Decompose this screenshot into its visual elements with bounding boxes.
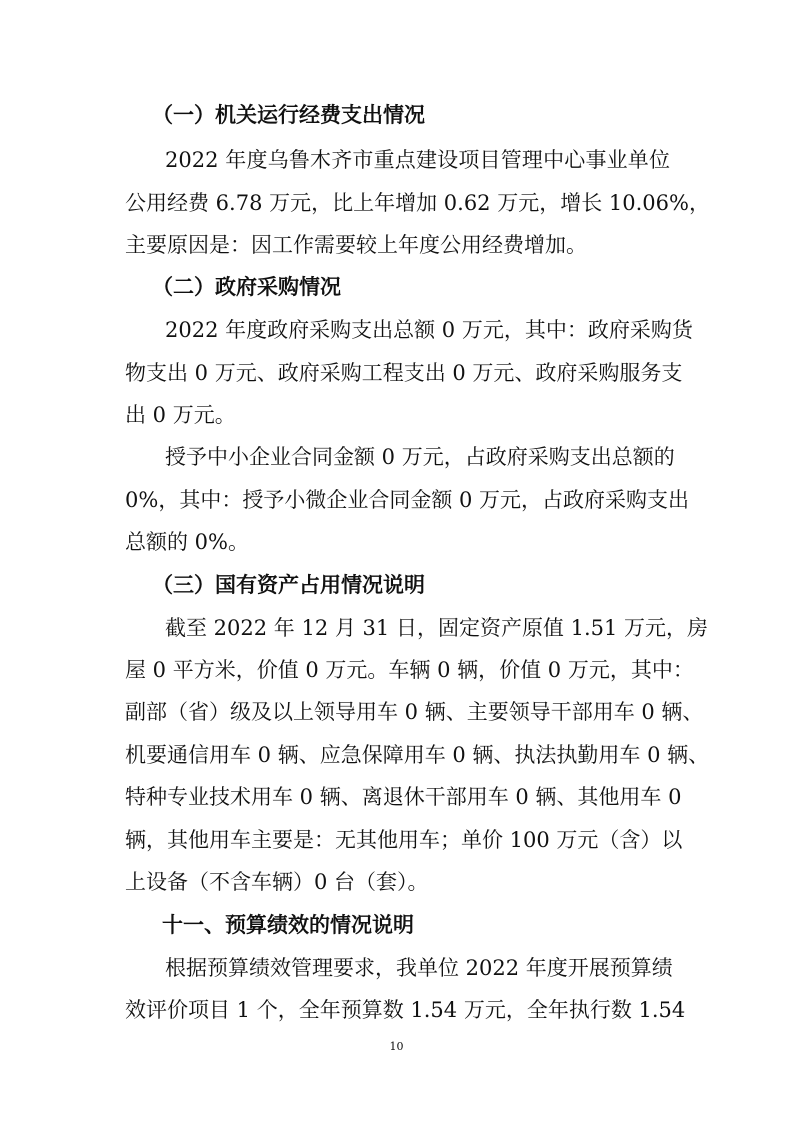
paragraph-line: 上设备（不含车辆）0 台（套）。 — [125, 870, 429, 894]
section-heading-budget-performance: 十一、预算绩效的情况说明 — [162, 913, 414, 937]
paragraph-line: 出 0 万元。 — [125, 403, 236, 427]
section-heading-operating-expenses: （一）机关运行经费支出情况 — [152, 103, 425, 127]
paragraph-line: 根据预算绩效管理要求，我单位 2022 年度开展预算绩 — [165, 956, 673, 980]
paragraph-line: 2022 年度乌鲁木齐市重点建设项目管理中心事业单位 — [165, 148, 670, 172]
paragraph-line: 公用经费 6.78 万元，比上年增加 0.62 万元，增长 10.06%， — [125, 191, 710, 215]
paragraph-line: 物支出 0 万元、政府采购工程支出 0 万元、政府采购服务支 — [125, 361, 683, 385]
paragraph-line: 授予中小企业合同金额 0 万元，占政府采购支出总额的 — [165, 445, 675, 469]
paragraph-line: 主要原因是：因工作需要较上年度公用经费增加。 — [125, 233, 587, 257]
section-heading-government-procurement: （二）政府采购情况 — [152, 275, 341, 299]
paragraph-line: 特种专业技术用车 0 辆、离退休干部用车 0 辆、其他用车 0 — [125, 785, 682, 809]
paragraph-line: 截至 2022 年 12 月 31 日，固定资产原值 1.51 万元，房 — [165, 616, 709, 640]
paragraph-line: 副部（省）级及以上领导用车 0 辆、主要领导干部用车 0 辆、 — [125, 700, 704, 724]
paragraph-line: 0%，其中：授予小微企业合同金额 0 万元，占政府采购支出 — [125, 488, 690, 512]
paragraph-line: 辆，其他用车主要是：无其他用车；单价 100 万元（含）以 — [125, 828, 683, 852]
page-number: 10 — [389, 1040, 404, 1053]
paragraph-line: 效评价项目 1 个，全年预算数 1.54 万元，全年执行数 1.54 — [125, 998, 686, 1022]
paragraph-line: 2022 年度政府采购支出总额 0 万元，其中：政府采购货 — [165, 318, 693, 342]
paragraph-line: 总额的 0%。 — [125, 530, 249, 554]
paragraph-line: 屋 0 平方米，价值 0 万元。车辆 0 辆，价值 0 万元，其中： — [125, 658, 694, 682]
paragraph-line: 机要通信用车 0 辆、应急保障用车 0 辆、执法执勤用车 0 辆、 — [125, 743, 710, 767]
section-heading-state-assets: （三）国有资产占用情况说明 — [152, 573, 425, 597]
